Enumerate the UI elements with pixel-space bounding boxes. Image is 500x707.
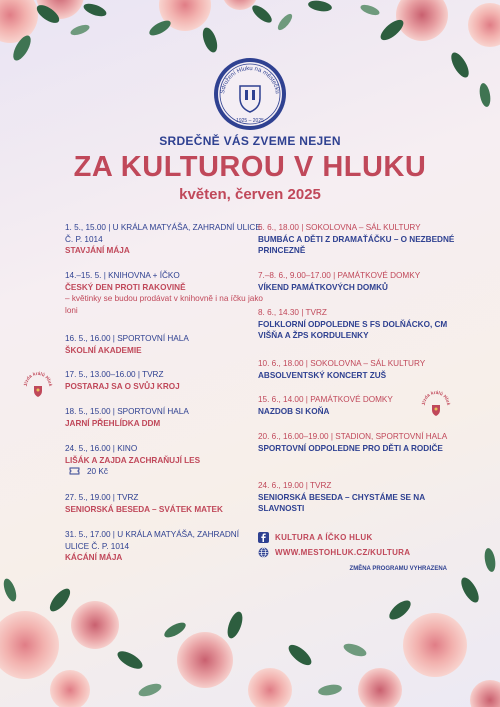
event-title: JARNÍ PŘEHLÍDKA DDM [65, 418, 161, 428]
logo-years: 1925 – 2025 [236, 118, 264, 124]
event-title: FOLKLORNÍ ODPOLEDNE S FS DOLŇÁCKO, CM VIŠŇA A ŽPS KORDULENKY [258, 319, 448, 340]
event-meta: 27. 5., 19.00 | TVRZ [65, 493, 139, 502]
event-meta: 20. 6., 16.00–19.00 | STADION, SPORTOVNÍ HALA [258, 432, 448, 441]
event-meta: 7.–8. 6., 9.00–17.00 | PAMÁTKOVÉ DOMKY [258, 271, 421, 280]
event-title: ŠKOLNÍ AKADEMIE [65, 345, 142, 355]
event-item [65, 270, 265, 316]
header [0, 134, 500, 205]
event-title: STAVJÁNÍ MÁJA [65, 246, 130, 255]
stamp-text: Jízda králů Hluk [420, 389, 452, 406]
flowers-bottom-center [162, 610, 343, 707]
town-seal-logo [212, 56, 288, 132]
event-meta: 10. 6., 18.00 | SOKOLOVNA – SÁL KULTURY [258, 359, 426, 368]
facebook-contact[interactable] [258, 532, 478, 543]
event-item [65, 369, 265, 392]
event-meta: 15. 6., 14.00 | PAMÁTKOVÉ DOMKY [258, 395, 393, 404]
event-meta: 16. 5., 16.00 | SPORTOVNÍ HALA [65, 334, 189, 343]
event-item [65, 492, 265, 515]
event-item [65, 529, 265, 564]
event-meta: 24. 6., 19.00 | TVRZ [258, 481, 332, 490]
facebook-icon [258, 532, 269, 543]
event-item [258, 480, 458, 515]
event-title: LIŠÁK A ZAJDA ZACHRAŇUJÍ LES [65, 455, 201, 465]
web-label: WWW.MESTOHLUK.CZ/KULTURA [275, 548, 411, 557]
globe-icon [258, 547, 269, 558]
event-title: BUMBÁC A DĚTI Z DRAMAŤÁČKU – O NEZBEDNÉ PRINCEZNĚ [258, 234, 455, 255]
event-meta: 14.–15. 5. | KNIHOVNA + ÍČKO [65, 271, 180, 280]
web-contact[interactable] [258, 547, 478, 558]
event-title: ABSOLVENTSKÝ KONCERT ZUŠ [258, 370, 387, 380]
event-meta: 18. 5., 15.00 | SPORTOVNÍ HALA [65, 407, 189, 416]
event-meta: 6. 6., 18.00 | SOKOLOVNA – SÁL KULTURY [258, 223, 421, 232]
svg-text:Jízda králů Hluk [421, 390, 451, 406]
logo-text: Sdružení Hluku na městečku [220, 65, 280, 95]
svg-text:Jízda králů Hluk [23, 371, 53, 387]
flowers-top-left [0, 0, 108, 63]
flowers-top-center [147, 0, 333, 54]
flowers-bottom-left [0, 577, 163, 707]
event-title: SENIORSKÁ BESEDA – CHYSTÁME SE NA SLAVNOSTI [258, 492, 425, 513]
event-item [65, 222, 265, 257]
event-title: NAZDOB SI KOŇA [258, 406, 330, 416]
flowers-top-right [359, 0, 500, 108]
event-title: KÁCÁNÍ MÁJA [65, 553, 123, 562]
program-change-note: ZMĚNA PROGRAMU VYHRAZENA [349, 566, 447, 572]
event-title: SPORTOVNÍ ODPOLEDNE PRO DĚTI A RODIČE [258, 443, 443, 453]
event-note: – květinky se budou prodávat v knihovně i na íčku jako loni [65, 294, 263, 315]
stamp-text: Jízda králů Hluk [22, 370, 54, 387]
invite-text: SRDEČNĚ VÁS ZVEME NEJEN [159, 134, 341, 148]
event-item [65, 333, 265, 356]
event-item [65, 406, 265, 429]
event-meta: 17. 5., 13.00–16.00 | TVRZ [65, 370, 164, 379]
event-item [258, 358, 458, 381]
event-item [258, 307, 458, 342]
event-meta: 24. 5., 16.00 | KINO [65, 444, 138, 453]
event-title: VÍKEND PAMÁTKOVÝCH DOMKŮ [258, 282, 388, 292]
event-item [258, 222, 458, 257]
event-item [258, 270, 458, 293]
event-meta: 8. 6., 14.30 | TVRZ [258, 308, 327, 317]
event-meta: 31. 5., 17.00 | U KRÁLA MATYÁŠA, ZAHRADNÍ ULICE Č. P. 1014 [65, 530, 239, 551]
jizda-kralu-stamp-left [22, 369, 54, 401]
jizda-kralu-stamp-right [420, 388, 452, 420]
event-meta: 1. 5., 15.00 | U KRÁLA MATYÁŠA, ZAHRADNÍ ULICE Č. P. 1014 [65, 223, 261, 244]
ticket-icon [69, 467, 80, 475]
event-title: SENIORSKÁ BESEDA – SVÁTEK MATEK [65, 504, 223, 514]
event-item [258, 431, 458, 454]
event-price [65, 466, 265, 478]
page-title: ZA KULTUROU V HLUKU [73, 151, 427, 183]
event-title: POSTARAJ SA O SVŮJ KROJ [65, 381, 180, 391]
facebook-label: KULTURA A ÍČKO HLUK [275, 533, 373, 542]
event-title: ČESKÝ DEN PROTI RAKOVINĚ [65, 282, 186, 292]
event-item [65, 443, 265, 478]
date-range: květen, červen 2025 [179, 186, 321, 203]
price-value: 20 Kč [87, 467, 108, 476]
